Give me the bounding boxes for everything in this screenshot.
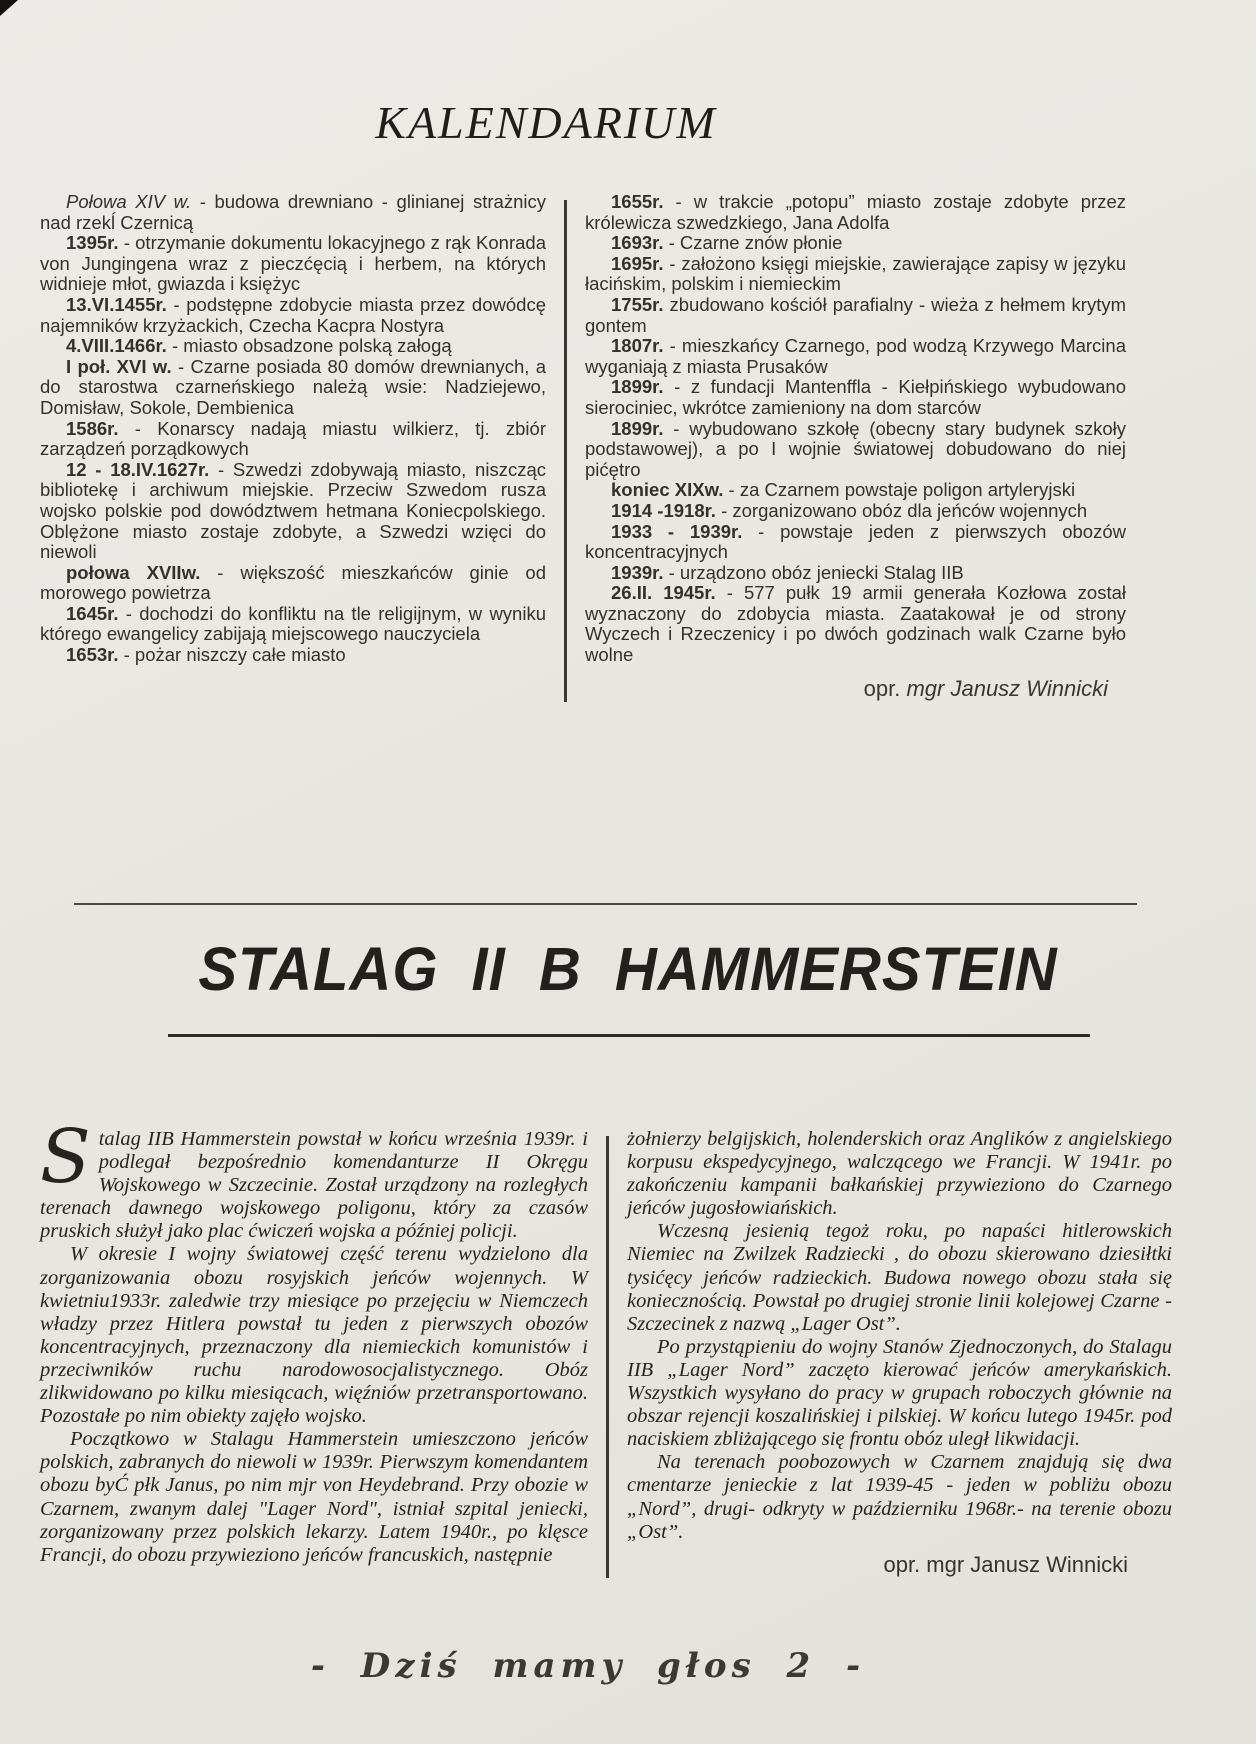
- kalendarium-entry: 1645r. - dochodzi do konfliktu na tle religijnym, w wyniku którego ewangelicy zabijają miejscowego nauczyciela: [40, 602, 546, 645]
- kalendarium-entry: Połowa XIV w. - budowa drewniano - glinianej strażnicy nad rzekĺ Czernicą: [40, 191, 546, 233]
- entry-date: 1933 - 1939r.: [611, 520, 743, 542]
- byline-name: mgr Janusz Winnicki: [900, 675, 1108, 701]
- entry-date: 1395r.: [66, 232, 119, 254]
- entry-date: Połowa XIV w.: [66, 191, 192, 212]
- kalendarium-left-entries: [40, 192, 546, 666]
- entry-date: 1693r.: [611, 232, 664, 254]
- entry-date: 1653r.: [66, 644, 119, 666]
- kalendarium-entry: 12 - 18.IV.1627r. - Szwedzi zdobywają miasto, niszcząc bibliotekę i archiwum miejskie. Przeciw Szwedom rusza wojsko polskie pod dowództwem hetmana Koniecpolskiego. Oblężone miasto zostaje zdobyte, a Szwedzi wzięci do niewoli: [40, 458, 546, 563]
- kalendarium-entry: 26.II. 1945r. - 577 pułk 19 armii generała Kozłowa został wyznaczony do zdobycia miasta. Zaatakował je od strony Wyczech i Rzeczenicy i po dwóch godzinach walk Czarne było wolne: [585, 582, 1126, 666]
- kalendarium-entry: 13.VI.1455r. - podstępne zdobycie miasta przez dowódcę najemników krzyżackich, Czecha Kacpra Nostyra: [40, 293, 546, 336]
- stalag-paragraph: Początkowo w Stalagu Hammerstein umieszczono jeńców polskich, zabranych do niewoli w 1939r. Pierwszym komendantem obozu byĆ płk Janus, po nim mjr von Heydebrand. Przy obozie w Czarnem, zwanym dalej "Lager Nord", istniał szpital jeniecki, zorganizowany przez polskich lekarzy. Latem 1940r., po klęsce Francji, do obozu przywieziono jeńców francuskich, następnie: [40, 1428, 588, 1566]
- dropcap-letter: S: [40, 1114, 91, 1200]
- kalendarium-entry: 1653r. - pożar niszczy całe miasto: [66, 644, 346, 666]
- kalendarium-right-column: [585, 192, 1126, 702]
- kalendarium-title: KALENDARIUM: [375, 97, 717, 148]
- kalendarium-entry: 1655r. - w trakcie „potopu” miasto zostaje zdobyte przez królewicza szwedzkiego, Jana Adolfa: [585, 191, 1126, 233]
- column-divider: [564, 200, 567, 702]
- kalendarium-entry: 1899r. - wybudowano szkołę (obecny stary budynek szkoły podstawowej), a po I wojnie światowej dobudowano do niej pićętro: [585, 417, 1126, 480]
- stalag-paragraph: Po przystąpieniu do wojny Stanów Zjednoczonych, do Stalagu IIB „Lager Nord” zaczęto kierować jeńców amerykańskich. Wszystkich wysyłano do pracy w grupach roboczych głównie na obszar rejencji koszalińskiej i pilskiej. W końcu lutego 1945r. pod naciskiem zbliżającego się frontu obóz uległ likwidacji.: [627, 1335, 1172, 1451]
- stalag-paragraph: W okresie I wojny światowej część terenu wydzielono dla zorganizowania obozu rosyjskich jeńców wojennych. W kwietniu1933r. zaledwie trzy miesiące po przejęciu w Niemczech władzy przez Hitlera powstał tu jeden z pierwszych obozów koncentracyjnych, przeznaczony dla niemieckich komunistów i przeciwników ruchu narodowosocjalistycznego. Obóz zlikwidowano po kilku miesiącach, więźniów przetransportowano. Pozostałe po nim obiekty zajęło wojsko.: [40, 1243, 588, 1428]
- kalendarium-entry: 1395r. - otrzymanie dokumentu lokacyjnego z rąk Konrada von Jungingena wraz z pieczćęcią i herbem, na których widnieje młot, gwiazda i księżyc: [40, 232, 546, 295]
- kalendarium-left-column: [40, 192, 546, 702]
- entry-date: 1655r.: [611, 191, 664, 212]
- entry-date: 26.II. 1945r.: [611, 582, 716, 604]
- entry-date: 4.VIII.1466r.: [66, 335, 167, 357]
- stalag-first-paragraph-text: talag IIB Hammerstein powstał w końcu września 1939r. i podlegał bezpośrednio komendanturze II Okręgu Wojskowego w Szczecinie. Został urządzony na rozległych terenach dawnego wojskowego poligonu, który za czasów pruskich służył jako plac ćwiczeń wojska a później policji.: [40, 1128, 588, 1243]
- entry-date: 1755r.: [611, 293, 664, 315]
- kalendarium-entry: 1933 - 1939r. - powstaje jeden z pierwszych obozów koncentracyjnych: [585, 520, 1126, 563]
- kalendarium-entry: 1695r. - założono księgi miejskie, zawierające zapisy w języku łacińskim, polskim i niemieckim: [585, 252, 1126, 295]
- kalendarium-right-entries: [585, 192, 1126, 666]
- section-divider-rule: [74, 903, 1137, 905]
- kalendarium-entry: 4.VIII.1466r. - miasto obsadzone polską załogą: [66, 335, 452, 357]
- kalendarium-entry: 1914 -1918r. - zorganizowano obóz dla jeńców wojennych: [611, 499, 1088, 521]
- kalendarium-entry: 1899r. - z fundacji Mantenffla - Kiełpińskiego wybudowano sierociniec, wkrótce zamieniony na dom starców: [585, 376, 1126, 418]
- stalag-section: [40, 1114, 1172, 1578]
- stalag-paragraph: żołnierzy belgijskich, holenderskich oraz Anglików z angielskiego korpusu ekspedycyjnego, walczącego we Francji. W 1941r. po zakończeniu kampanii bałkańskiej przywieziono do Czarnego jeńców jugosłowiańskich.: [627, 1128, 1172, 1220]
- stalag-paragraph: Na terenach poobozowych w Czarnem znajdują się dwa cmentarze jenieckie z lat 1939-45 - jeden w pobliżu obozu „Nord”, drugi- odkryty w październiku 1968r.- na terenie obozu „Ost”.: [627, 1451, 1172, 1543]
- entry-date: 1645r.: [66, 602, 119, 624]
- entry-date: 1899r.: [611, 417, 664, 439]
- entry-date: 1586r.: [66, 417, 119, 439]
- stalag-right-column: [627, 1128, 1172, 1578]
- entry-date: koniec XIXw.: [611, 479, 724, 501]
- column-divider: [606, 1136, 609, 1578]
- kalendarium-entry: I poł. XVI w. - Czarne posiada 80 domów drewnianych, a do starostwa czarneńskiego należą wsie: Nadziejewo, Domisław, Sokole, Dembienica: [40, 355, 547, 418]
- stalag-right-paragraphs: [627, 1128, 1172, 1544]
- entry-date: 1939r.: [611, 561, 664, 583]
- entry-date: I poł. XVI w.: [66, 355, 172, 377]
- stalag-left-paragraphs: [40, 1243, 588, 1566]
- byline-prefix: opr.: [863, 675, 901, 701]
- kalendarium-section: [40, 192, 1128, 702]
- entry-date: 1807r.: [611, 335, 664, 357]
- kalendarium-entry: 1755r. zbudowano kościół parafialny - wieża z hełmem krytym gontem: [585, 293, 1126, 336]
- kalendarium-entry: połowa XVIIw. - większość mieszkańców ginie od morowego powietrza: [40, 561, 547, 604]
- stalag-byline: opr. mgr Janusz Winnicki: [883, 1551, 1128, 1577]
- kalendarium-byline: [585, 676, 1108, 702]
- entry-date: 1695r.: [611, 252, 664, 274]
- kalendarium-entry: koniec XIXw. - za Czarnem powstaje poligon artyleryjski: [611, 479, 1076, 501]
- entry-date: połowa XVIIw.: [66, 561, 201, 583]
- stalag-title-underline: [168, 1034, 1090, 1037]
- entry-date: 1899r.: [611, 376, 664, 398]
- stalag-left-column: [40, 1114, 588, 1578]
- kalendarium-entry: 1693r. - Czarne znów płonie: [611, 232, 843, 254]
- entry-date: 13.VI.1455r.: [66, 293, 167, 315]
- stalag-paragraph: Wczesną jesienią tegoż roku, po napaści hitlerowskich Niemiec na Zwilzek Radziecki , do obozu skierowano dziesiłtki tysićęcy jeńców radzieckich. Budowa nowego obozu stała się koniecznością. Powstał po drugiej stronie linii kolejowej Czarne - Szczecinek z nazwą „Lager Ost”.: [627, 1220, 1172, 1335]
- kalendarium-entry: 1586r. - Konarscy nadają miastu wilkierz, tj. zbiór zarządzeń porządkowych: [40, 417, 546, 460]
- stalag-title: STALAG II B HAMMERSTEIN: [198, 935, 1058, 1004]
- kalendarium-entry: 1939r. - urządzono obóz jeniecki Stalag IIB: [611, 561, 964, 583]
- scan-corner-artifact: [0, 0, 18, 16]
- stalag-paragraph: [40, 1114, 588, 1243]
- entry-date: 1914 -1918r.: [611, 499, 716, 521]
- kalendarium-entry: 1807r. - mieszkańcy Czarnego, pod wodzą Krzywego Marcina wyganiają z miasta Prusaków: [585, 335, 1126, 377]
- page-footer: - Dziś mamy głos 2 -: [310, 1646, 866, 1686]
- entry-date: 12 - 18.IV.1627r.: [66, 458, 210, 480]
